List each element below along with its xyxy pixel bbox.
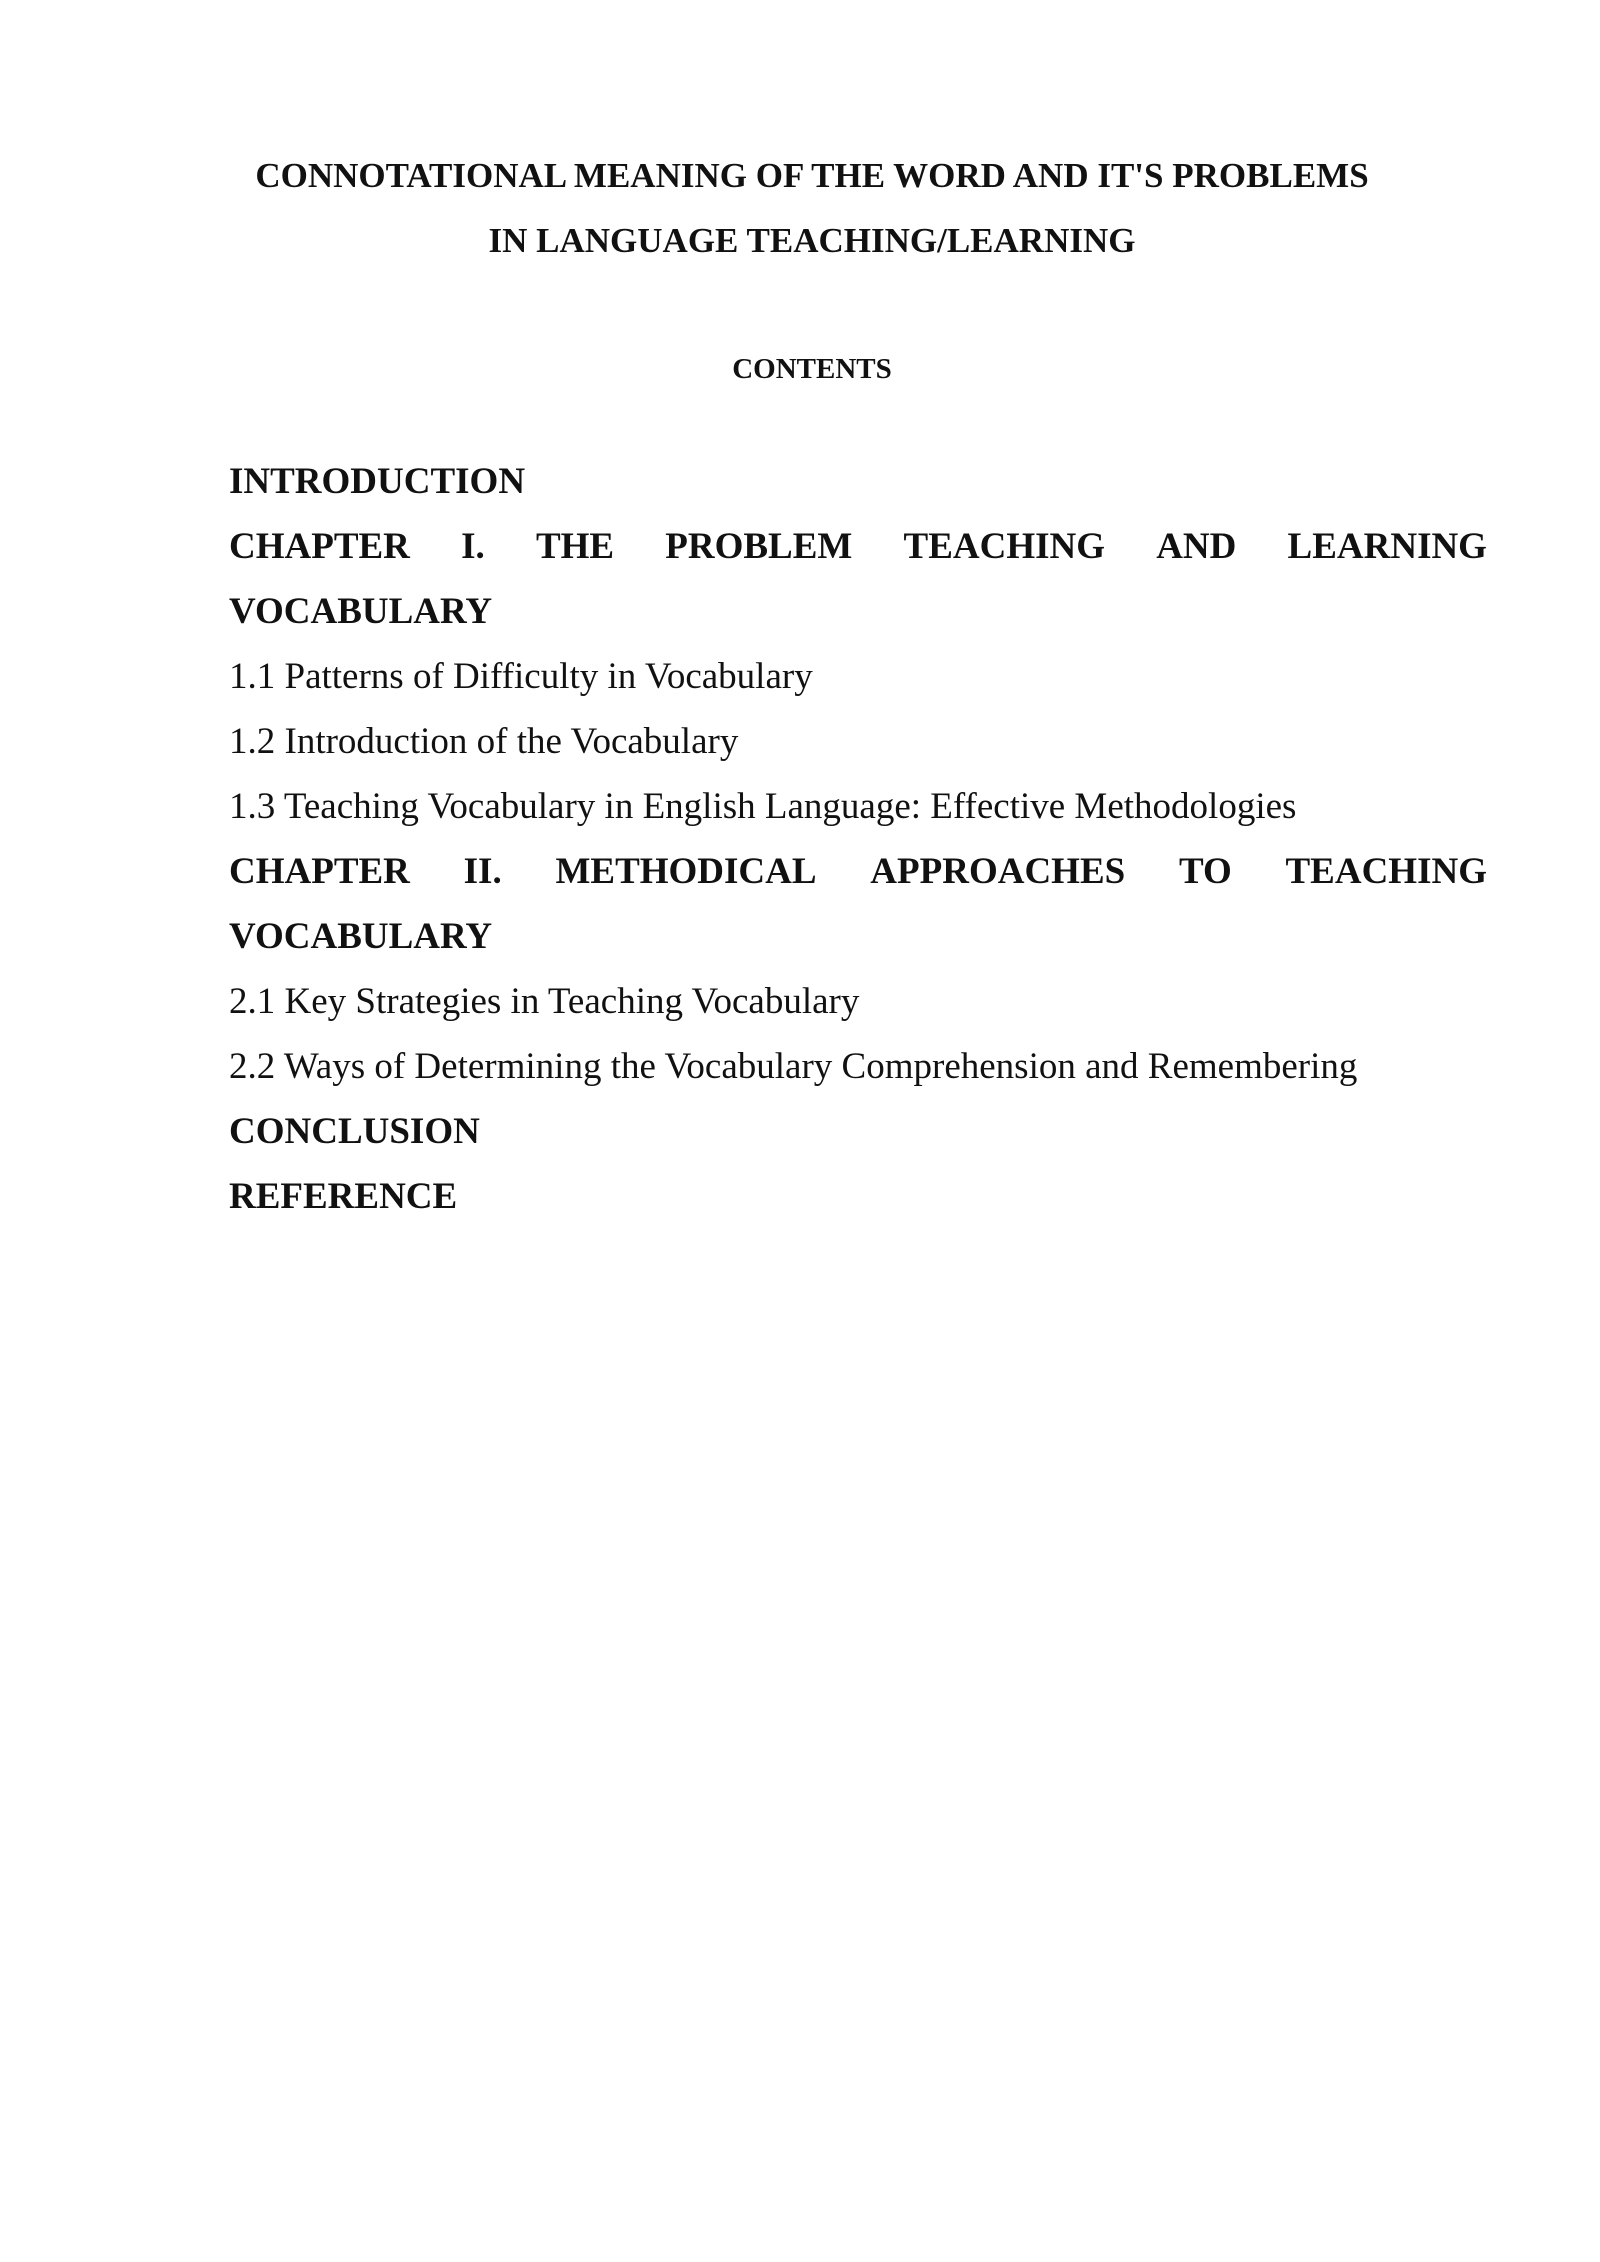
document-title-line-2: IN LANGUAGE TEACHING/LEARNING: [488, 221, 1136, 260]
toc-chapter-1-continuation: VOCABULARY: [229, 591, 493, 632]
toc-chapter-1-word: THE: [535, 526, 615, 567]
toc-chapter-1-word: I.: [461, 526, 485, 567]
toc-chapter-2-word: APPROACHES: [870, 851, 1126, 892]
toc-chapter-2-word: TEACHING: [1285, 851, 1487, 892]
toc-chapter-2-word: METHODICAL: [555, 851, 817, 892]
toc-section-2-1: 2.1 Key Strategies in Teaching Vocabulary: [229, 981, 860, 1022]
toc-chapter-2: [229, 839, 1487, 904]
toc-chapter-1-word: LEARNING: [1287, 526, 1487, 567]
toc-chapter-1-word: AND: [1156, 526, 1237, 567]
toc-reference: REFERENCE: [229, 1176, 458, 1217]
toc-section-1-1: 1.1 Patterns of Difficulty in Vocabulary: [229, 656, 813, 697]
toc-chapter-2-continuation: VOCABULARY: [229, 916, 493, 957]
toc-chapter-2-word: II.: [463, 851, 502, 892]
toc-chapter-1-word: TEACHING: [903, 526, 1105, 567]
toc-section-1-3: 1.3 Teaching Vocabulary in English Language: Effective Methodologies: [229, 786, 1297, 827]
toc-chapter-2-word: CHAPTER: [229, 851, 410, 892]
toc-introduction: INTRODUCTION: [229, 461, 526, 502]
toc-chapter-1: [229, 514, 1487, 579]
toc-conclusion: CONCLUSION: [229, 1111, 480, 1152]
toc-chapter-1-word: PROBLEM: [665, 526, 853, 567]
toc-chapter-2-word: TO: [1178, 851, 1232, 892]
toc-section-1-2: 1.2 Introduction of the Vocabulary: [229, 721, 739, 762]
toc-section-2-2: 2.2 Ways of Determining the Vocabulary Comprehension and Remembering: [229, 1046, 1358, 1087]
document-title-line-1: CONNOTATIONAL MEANING OF THE WORD AND IT'S PROBLEMS: [255, 156, 1369, 195]
contents-heading: CONTENTS: [732, 353, 892, 385]
toc-chapter-1-word: CHAPTER: [229, 526, 410, 567]
table-of-contents: [229, 449, 1487, 1229]
